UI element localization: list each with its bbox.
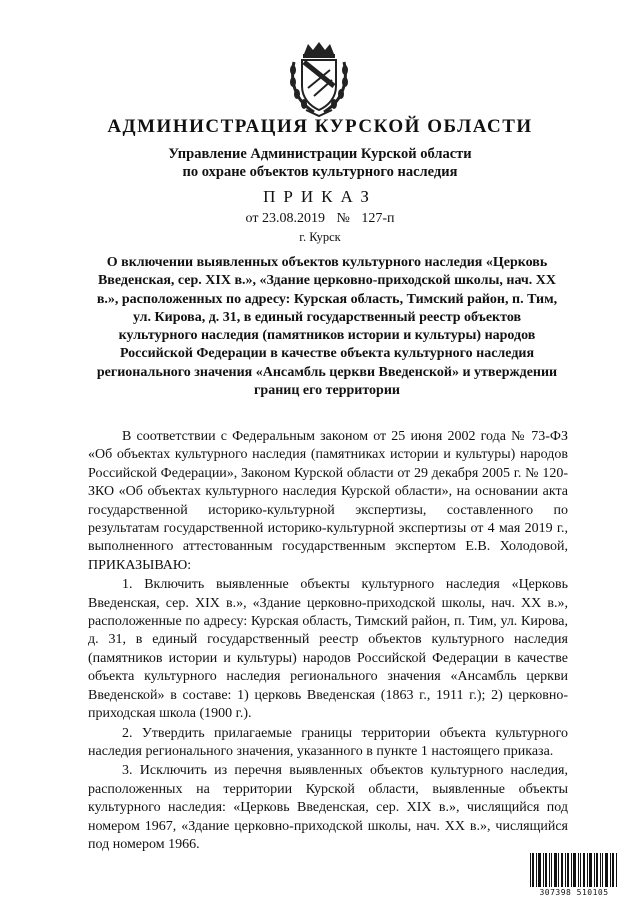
coat-of-arms-icon <box>288 40 350 118</box>
order-subject: О включении выявленных объектов культурного наследия «Церковь Введенская, сер. XIX в.», «Здание церковно-приходской школы, нач. XX в.», расположенных по адресу: Курская область, Тимский район, п. Тим, ул. Кирова, д. 31, в единый государственный реестр объектов культурного наследия (памятников истории и культуры) народов Российской Федерации в качестве объекта культурного наследия регионального значения «Ансамбль церкви Введенской» и утверждении границ его территории <box>96 255 558 399</box>
barcode-icon <box>528 853 620 887</box>
order-body <box>88 428 568 855</box>
department-name <box>0 145 640 181</box>
order-title: ПРИКАЗ <box>263 187 377 206</box>
order-city: г. Курск <box>299 230 341 244</box>
department-line-2: по охране объектов культурного наследия <box>182 164 458 180</box>
order-date: от 23.08.2019 <box>245 211 325 226</box>
order-number-sign: № <box>336 211 350 226</box>
clause-3-paragraph: 3. Исключить из перечня выявленных объектов культурного наследия, расположенных на территории Курской области, выявленные объекты культурного наследия: «Церковь Введенская, сер. XIX в.», числящийся под номером 1967, «Здание церковно-приходской школы, нач. XX в.», числящийся под номером 1966. <box>88 763 568 852</box>
barcode <box>528 853 620 898</box>
barcode-number: 307398 510105 <box>539 888 609 897</box>
clause-2-paragraph: 2. Утвердить прилагаемые границы территории объекта культурного наследия регионального значения, указанного в пункте 1 настоящего приказа. <box>88 725 568 759</box>
preamble-paragraph: В соответствии с Федеральным законом от 25 июня 2002 года № 73-ФЗ «Об объектах культурного наследия (памятниках истории и культуры) народов Российской Федерации», Законом Курской области от 29 декабря 2005 г. № 120-ЗКО «Об объектах культурного наследия Курской области», на основании акта государственной историко-культурной экспертизы, составленного по результатам государственной историко-культурной экспертизы от 4 мая 2019 г., выполненного аттестованным государственным экспертом Е.В. Холодовой, ПРИКАЗЫВАЮ: <box>88 429 568 573</box>
order-number: 127-п <box>361 211 395 226</box>
department-line-1: Управление Администрации Курской области <box>168 146 472 162</box>
organization-title: АДМИНИСТРАЦИЯ КУРСКОЙ ОБЛАСТИ <box>107 116 533 137</box>
clause-1-paragraph: 1. Включить выявленные объекты культурного наследия «Церковь Введенская, сер. XIX в.», «Здание церковно-приходской школы, нач. XX в.», расположенные по адресу: Курская область, Тимский район, п. Тим, ул. Кирова, д. 31, в единый государственный реестр объектов культурного наследия (памятников истории и культуры) народов Российской Федерации в качестве объекта культурного наследия регионального значения «Ансамбль церкви Введенской» в составе: 1) церковь Введенская (1863 г., 1911 г.); 2) церковно-приходская школа (1900 г.). <box>88 577 568 722</box>
order-date-number <box>0 211 640 227</box>
